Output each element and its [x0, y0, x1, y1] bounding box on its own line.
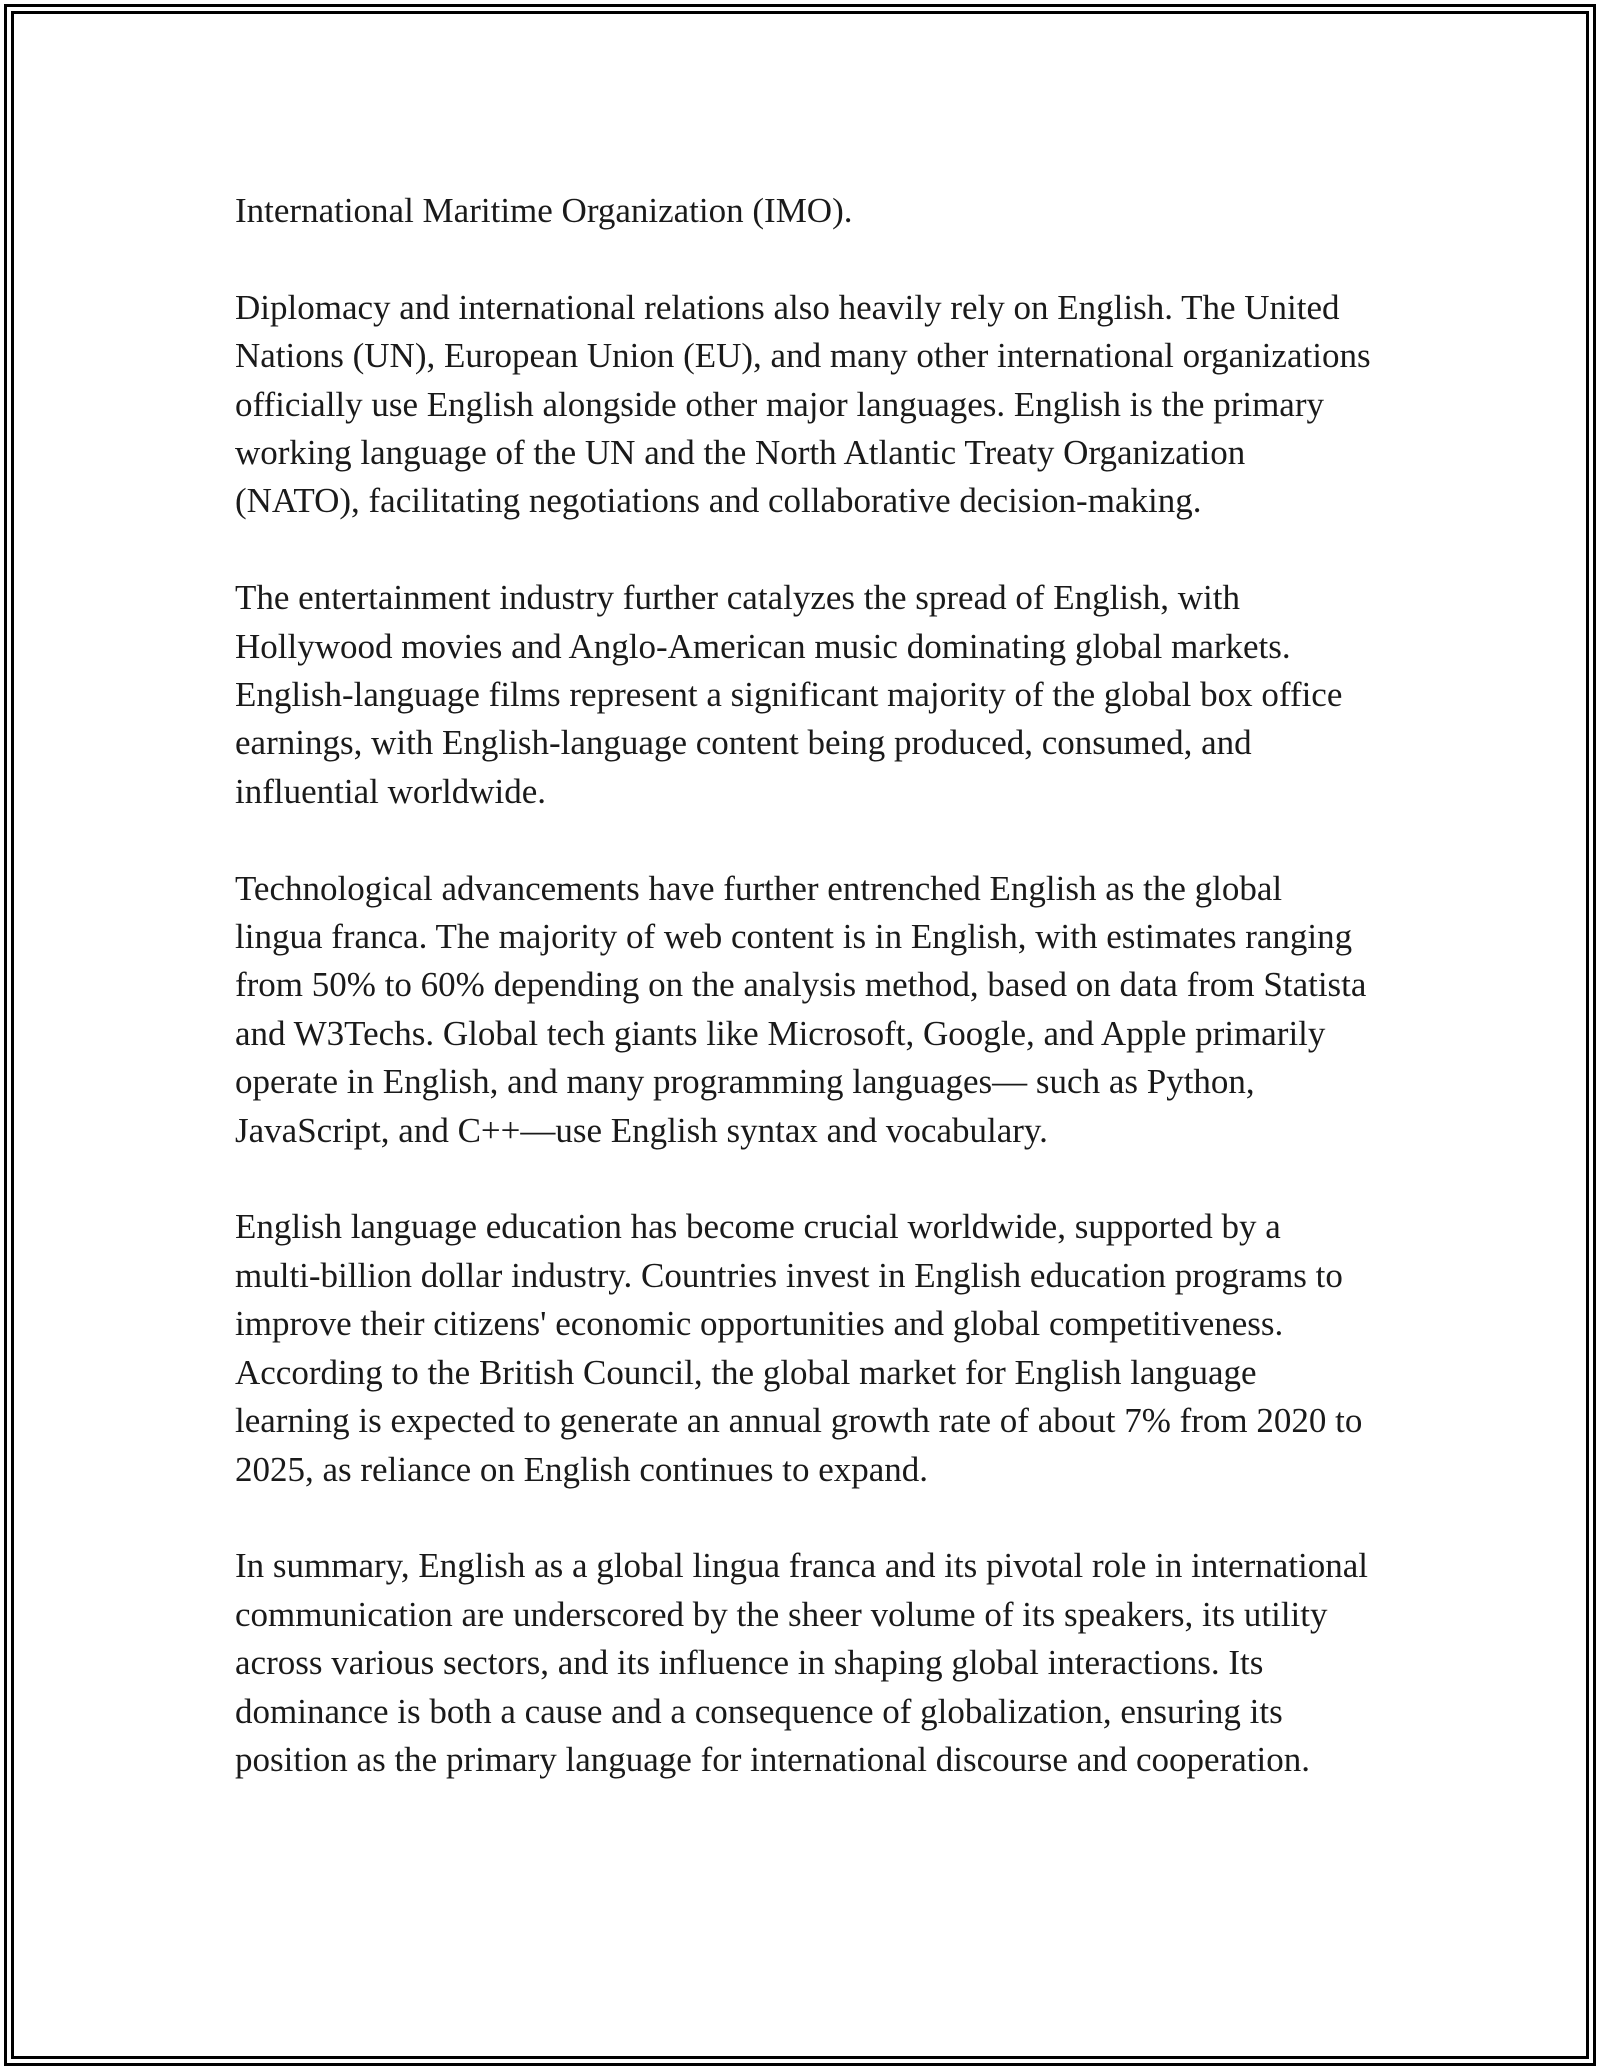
- paragraph-imo-continuation: International Maritime Organization (IMO).: [235, 191, 853, 230]
- paragraph-education: English language education has become crucial worldwide, supported by a multi-billion dollar industry. Countries invest in English education programs to improve their citizens' economic opportunities and global competitiveness. According to the British Council, the global market for English language learning is expected to generate an annual growth rate of about 7% from 2020 to 2025, as reliance on English continues to expand.: [235, 1207, 1363, 1489]
- paragraph-technology: Technological advancements have further entrenched English as the global lingua franca. The majority of web content is in English, with estimates ranging from 50% to 60% depending on the analysis method, based on data from Statista and W3Techs. Global tech giants like Microsoft, Google, and Apple primarily operate in English, and many programming languages— such as Python, JavaScript, and C++—use English syntax and vocabulary.: [235, 868, 1367, 1150]
- paragraph-entertainment: The entertainment industry further catalyzes the spread of English, with Hollywood movies and Anglo-American music dominating global markets. English-language films represent a significant majority of the global box office earnings, with English-language content being produced, consumed, and influential worldwide.: [235, 578, 1343, 811]
- document-body: [235, 187, 1375, 1784]
- paragraph-summary: In summary, English as a global lingua franca and its pivotal role in international communication are underscored by the sheer volume of its speakers, its utility across various sectors, and its influence in shaping global interactions. Its dominance is both a cause and a consequence of globalization, ensuring its position as the primary language for international discourse and cooperation.: [235, 1546, 1368, 1779]
- paragraph-diplomacy: Diplomacy and international relations also heavily rely on English. The United Nations (UN), European Union (EU), and many other international organizations officially use English alongside other major languages. English is the primary working language of the UN and the North Atlantic Treaty Organization (NATO), facilitating negotiations and collaborative decision-making.: [235, 287, 1371, 521]
